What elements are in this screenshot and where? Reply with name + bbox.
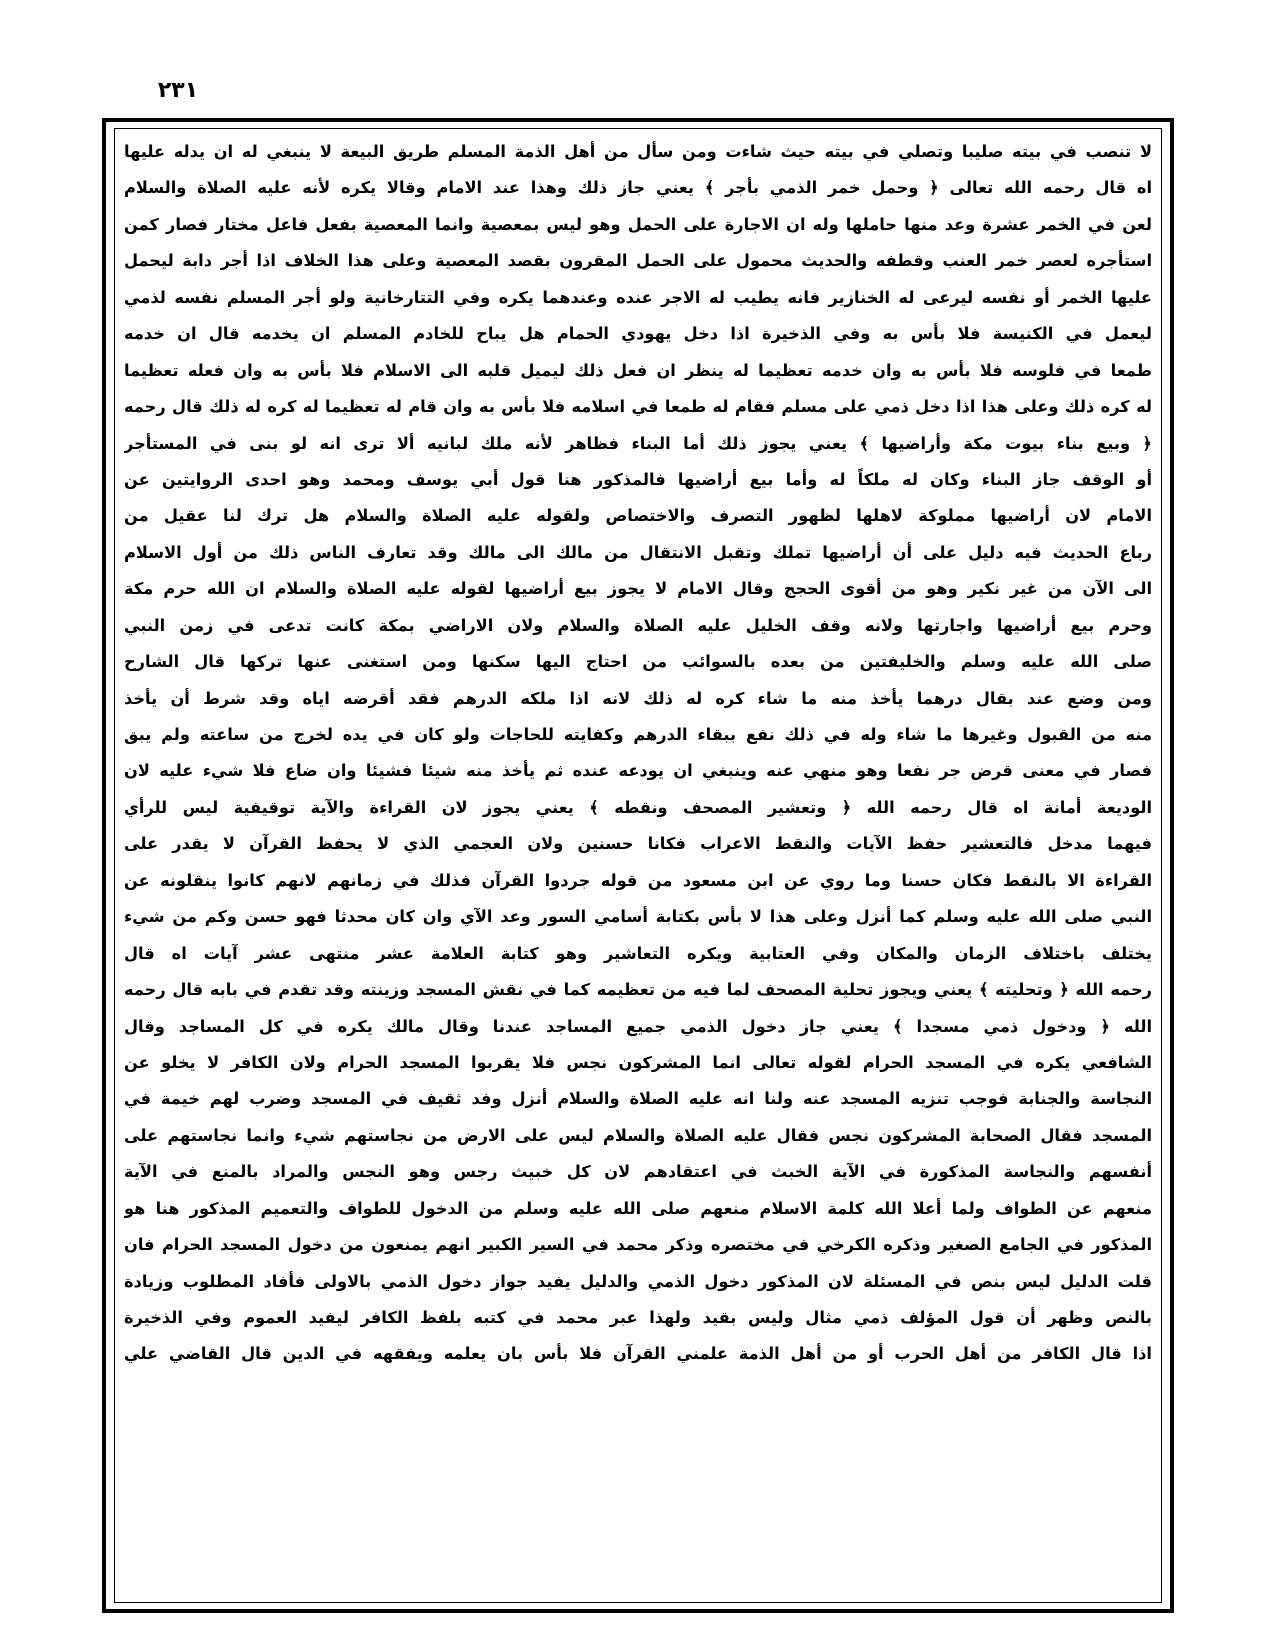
text-line: منه من القبول وغيرها ما شاء وله في ذلك نفع ببقاء الدرهم وكفايته للحاجات ولو كان في يده لخرج من ساعته ولم يبق bbox=[124, 725, 1152, 744]
text-line: أو الوقف جاز البناء وكان له ملكاً له وأما بيع أراضيها فالمذكور هنا قول أبي يوسف ومحمد وهو احدى الروايتين عن bbox=[124, 469, 1152, 489]
text-line: فيهما مدخل فالتعشير حفظ الآيات والنقط الاعراب فكانا حسنين ولان العجمي الذي لا يحفظ القرآن لا يقدر على bbox=[124, 834, 1152, 854]
text-line: المسجد فقال الصحابة المشركون نجس فقال عليه الصلاة والسلام ليس على الارض من نجاستهم شيء وانما نجاستهم على bbox=[124, 1125, 1152, 1145]
text-line: استأجره لعصر خمر العنب وقطفه والحديث محمول على الحمل المقرون بقصد المعصية وعلى هذا الخلاف اذا أجر دابة ليحمل bbox=[124, 251, 1152, 271]
text-line: وحرم بيع أراضيها واجارتها ولانه وقف الخليل عليه الصلاة والسلام ولان الاراضي بمكة كانت تدعى في زمن النبي bbox=[124, 615, 1152, 635]
text-line: اذا قال الكافر من أهل الحرب أو من أهل الذمة علمني القرآن فلا بأس بان يعلمه ويفقهه في الدين قال القاضي علي bbox=[124, 1344, 1152, 1364]
text-line: الى الآن من غير نكير وهو من أقوى الحجج وقال الامام لا يجوز بيع أراضيها لقوله عليه الصلاة والسلام ان الله حرم مكة bbox=[124, 579, 1152, 599]
text-line: المذكور في الجامع الصغير وذكره الكرخي في مختصره وذكر محمد في السير الكبير انهم يمنعون من دخول المسجد الحرام فان bbox=[124, 1235, 1152, 1255]
text-line: يختلف باختلاف الزمان والمكان وفي العتابية ويكره التعاشير وهو كتابة العلامة عشر منتهى عشر آيات اه قال bbox=[124, 943, 1152, 963]
text-line: صلى الله عليه وسلم والخليفتين من بعده بالسوائب من احتاج اليها سكنها ومن استغنى عنها تركها قال الشارح bbox=[124, 652, 1152, 672]
text-line: طمعا في فلوسه فلا بأس به وان خدمه تعظيما له ينظر ان فعل ذلك ليميل قلبه الى الاسلام فلا بأس به وان فعله تعظيما bbox=[124, 360, 1152, 380]
text-line: الشافعي يكره في المسجد الحرام لقوله تعالى انما المشركون نجس فلا يقربوا المسجد الحرام ولان الكافر لا يخلو عن bbox=[124, 1052, 1152, 1072]
text-line: لعن في الخمر عشرة وعد منها حاملها وله ان الاجارة على الحمل وهو ليس بمعصية وانما المعصية بفعل فاعل مختار فصار كمن bbox=[124, 214, 1152, 234]
text-line: النجاسة والجنابة فوجب تنزيه المسجد عنه ولنا انه عليه الصلاة والسلام أنزل وفد ثقيف في المسجد وضرب لهم خيمة في bbox=[124, 1089, 1152, 1109]
text-line: قلت الدليل ليس بنص في المسئلة لان المذكور دخول الذمي والدليل يفيد جواز دخول الذمي بالاولى فأفاد المطلوب وزيادة bbox=[124, 1271, 1152, 1291]
text-line: اه قال رحمه الله تعالى ﴿ وحمل خمر الذمي بأجر ﴾ يعني جاز ذلك وهذا عند الامام وقالا يكره لأنه عليه الصلاة والسلام bbox=[124, 178, 1152, 198]
page-number: ٢٣١ bbox=[157, 78, 199, 103]
text-line: ومن وضع عند بقال درهما يأخذ منه ما شاء كره له ذلك لانه اذا ملكه الدرهم فقد أقرضه اياه وقد شرط أن يأخذ bbox=[124, 688, 1152, 708]
text-line: رباع الحديث فيه دليل على أن أراضيها تملك وتقبل الانتقال من مالك الى مالك وقد تعارف الناس ذلك من أول الاسلام bbox=[124, 542, 1152, 562]
text-line: لا تنصب في بيته صليبا وتصلي في بيته حيث شاءت ومن سأل من أهل الذمة المسلم طريق البيعة لا ينبغي له ان يدله عليها bbox=[124, 142, 1152, 161]
text-line: الامام لان أراضيها مملوكة لاهلها لظهور التصرف والاختصاص ولقوله عليه الصلاة والسلام هل ترك لنا عقيل من bbox=[124, 506, 1152, 526]
text-line: الوديعة أمانة اه قال رحمه الله ﴿ وتعشير المصحف ونقطه ﴾ يعني يجوز لان القراءة والآية توقيفية ليس للرأي bbox=[124, 797, 1152, 817]
text-line: أنفسهم والنجاسة المذكورة في الآية الخبث في اعتقادهم لان كل خبيث رجس وهو النجس والمراد بالمنع في الآية bbox=[124, 1162, 1152, 1182]
text-body bbox=[124, 134, 1152, 1594]
text-line: النبي صلى الله عليه وسلم كما أنزل وعلى هذا لا بأس بكتابة أسامي السور وعد الآي وان كان محدثا فهو حسن وكم من شيء bbox=[124, 907, 1152, 927]
text-line: ليعمل في الكنيسة فلا بأس به وفي الذخيرة اذا دخل يهودي الحمام هل يباح للخادم المسلم ان يخدمه قال ان خدمه bbox=[124, 324, 1152, 344]
text-line: رحمه الله ﴿ وتحليته ﴾ يعني ويجوز تحلية المصحف لما فيه من تعظيمه كما في نقش المسجد وزينته وقد تقدم في بابه قال رحمه bbox=[124, 980, 1152, 1000]
text-line: منعهم عن الطواف ولما أعلا الله كلمة الاسلام منعهم صلى الله عليه وسلم من الدخول للطواف والتعميم المذكور هنا هو bbox=[124, 1198, 1152, 1218]
text-line: بالنص وظهر أن قول المؤلف ذمي مثال وليس بقيد ولهذا عبر محمد في كتبه بلفظ الكافر ليفيد العموم وفي الذخيرة bbox=[124, 1308, 1152, 1327]
text-line: عليها الخمر أو نفسه ليرعى له الخنازير فانه يطيب له الاجر عنده وعندهما يكره وفي التتارخانية ولو أجر المسلم نفسه لذمي bbox=[124, 287, 1152, 307]
text-line: القراءة الا بالنقط فكان حسنا وما روي عن ابن مسعود من قوله جردوا القرآن فذلك في زمانهم لانهم كانوا ينقلونه عن bbox=[124, 870, 1152, 890]
text-line: الله ﴿ ودخول ذمي مسجدا ﴾ يعني جاز دخول الذمي جميع المساجد عندنا وقال مالك يكره في كل المساجد وقال bbox=[124, 1016, 1152, 1036]
text-line: فصار في معنى قرض جر نفعا وهو منهي عنه وينبغي ان يودعه عنده ثم يأخذ منه شيئا فشيئا وان ضاع فلا شيء عليه لان bbox=[124, 761, 1152, 781]
text-line: ﴿ وبيع بناء بيوت مكة وأراضيها ﴾ يعني يجوز ذلك أما البناء فظاهر لأنه ملك لبانيه ألا ترى انه لو بنى في المستأجر bbox=[124, 433, 1152, 453]
text-line: له كره ذلك وعلى هذا اذا دخل ذمي على مسلم فقام له طمعا في اسلامه فلا بأس به وان قام له تعظيما له كره له ذلك قال رحمه bbox=[124, 397, 1152, 417]
